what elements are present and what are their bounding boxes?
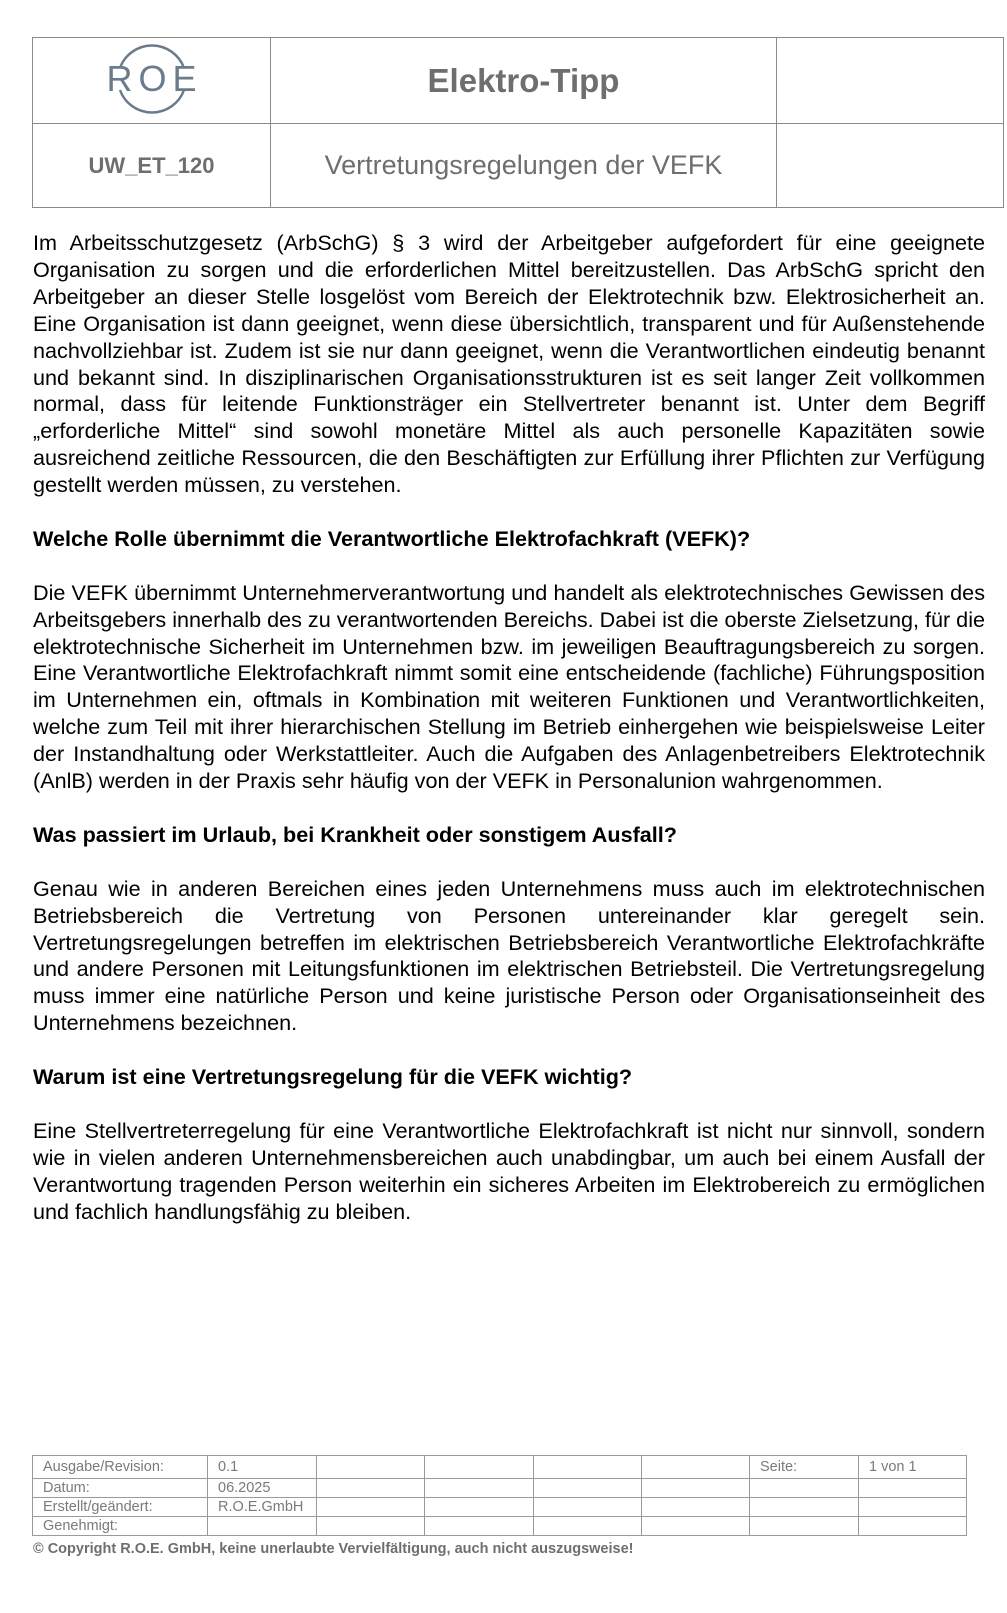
date-label: Datum: (33, 1479, 208, 1498)
paragraph-absence: Genau wie in anderen Bereichen eines jeden Unternehmens muss auch im elektrotechnischen Betriebsbereich die Vertretung von Personen untereinander klar geregelt sein. Vertretungsregelungen betreffen im elektrischen Betriebsbereich Verantwortliche Elektrofachkräfte und andere Personen mit Leitungsfunktionen im elektrischen Betriebsteil. Die Vertretungsregelung muss immer eine natürliche Person und keine juristische Person oder Organisationseinheit des Unternehmens bezeichnen. (33, 875, 985, 1036)
heading-absence: Was passiert im Urlaub, bei Krankheit oder sonstigem Ausfall? (33, 821, 677, 847)
created-value: R.O.E.GmbH (208, 1498, 317, 1517)
footer-table (32, 1455, 967, 1536)
page-value: 1 von 1 (859, 1456, 967, 1479)
document-body (33, 230, 985, 1225)
document-code: UW_ET_120 (33, 124, 271, 208)
document-subtitle: Vertretungsregelungen der VEFK (271, 124, 777, 208)
document-title: Elektro-Tipp (271, 38, 777, 124)
paragraph-intro: Im Arbeitsschutzgesetz (ArbSchG) § 3 wird der Arbeitgeber aufgefordert für eine geeignete Organisation zu sorgen und die erforderlichen Mittel bereitzustellen. Das ArbSchG spricht den Arbeitgeber an dieser Stelle losgelöst vom Bereich der Elektrotechnik bzw. Elektrosicherheit an. Eine Organisation ist dann geeignet, wenn diese übersichtlich, transparent und für Außenstehende nachvollziehbar ist. Zudem ist sie nur dann geeignet, wenn die Verantwortlichen eindeutig benannt und bekannt sind. In disziplinarischen Organisationsstrukturen ist es seit langer Zeit vollkommen normal, dass für leitende Funktionsträger ein Stellvertreter benannt ist. Unter dem Begriff „erforderliche Mittel“ sind sowohl monetäre Mittel als auch personelle Kapazitäten sowie ausreichend zeitliche Ressourcen, die den Beschäftigten zur Erfüllung ihrer Pflichten zur Verfügung gestellt werden müssen, zu verstehen. (33, 230, 985, 498)
heading-role: Welche Rolle übernimmt die Verantwortliche Elektrofachkraft (VEFK)? (33, 525, 751, 551)
revision-label: Ausgabe/Revision: (33, 1456, 208, 1479)
paragraph-importance: Eine Stellvertreterregelung für eine Verantwortliche Elektrofachkraft ist nicht nur sinnvoll, sondern wie in vielen anderen Unternehmensbereichen auch unabdingbar, um auch bei einem Ausfall der Verantwortung tragenden Person weiterhin ein sicheres Arbeiten im Elektrobereich zu ermöglichen und fachlich handlungsfähig zu bleiben. (33, 1117, 985, 1224)
header-blank-bottom (777, 124, 1004, 208)
page-label: Seite: (750, 1456, 859, 1479)
paragraph-role: Die VEFK übernimmt Unternehmerverantwortung und handelt als elektrotechnisches Gewissen des Arbeitsgebers innerhalb des zu verantwortenden Bereichs. Dabei ist die oberste Zielsetzung, für die elektrotechnische Sicherheit im Unternehmen bzw. im jeweiligen Beauftragungsbereich zu sorgen. Eine Verantwortliche Elektrofachkraft nimmt somit eine entscheidende (fachliche) Führungsposition im Unternehmen ein, oftmals in Kombination mit weiteren Funktionen und Verantwortlichkeiten, welche zum Teil mit ihrer hierarchischen Stellung im Betrieb einhergehen wie beispielsweise Leiter der Instandhaltung oder Werkstattleiter. Auch die Aufgaben des Anlagenbetreibers Elektrotechnik (AnlB) werden in der Praxis sehr häufig von der VEFK in Personalunion wahrgenommen. (33, 579, 985, 794)
header-blank-top (777, 38, 1004, 124)
date-value: 06.2025 (208, 1479, 317, 1498)
created-label: Erstellt/geändert: (33, 1498, 208, 1517)
revision-value: 0.1 (208, 1456, 317, 1479)
approved-label: Genehmigt: (33, 1517, 208, 1536)
header-table (32, 37, 1004, 208)
logo-text: ROE (106, 58, 203, 99)
copyright-notice: © Copyright R.O.E. GmbH, keine unerlaubte Vervielfältigung, auch nicht auszugsweise! (33, 1541, 634, 1557)
logo-cell (33, 38, 271, 124)
heading-importance: Warum ist eine Vertretungsregelung für die VEFK wichtig? (33, 1064, 633, 1090)
roe-logo (92, 38, 212, 118)
